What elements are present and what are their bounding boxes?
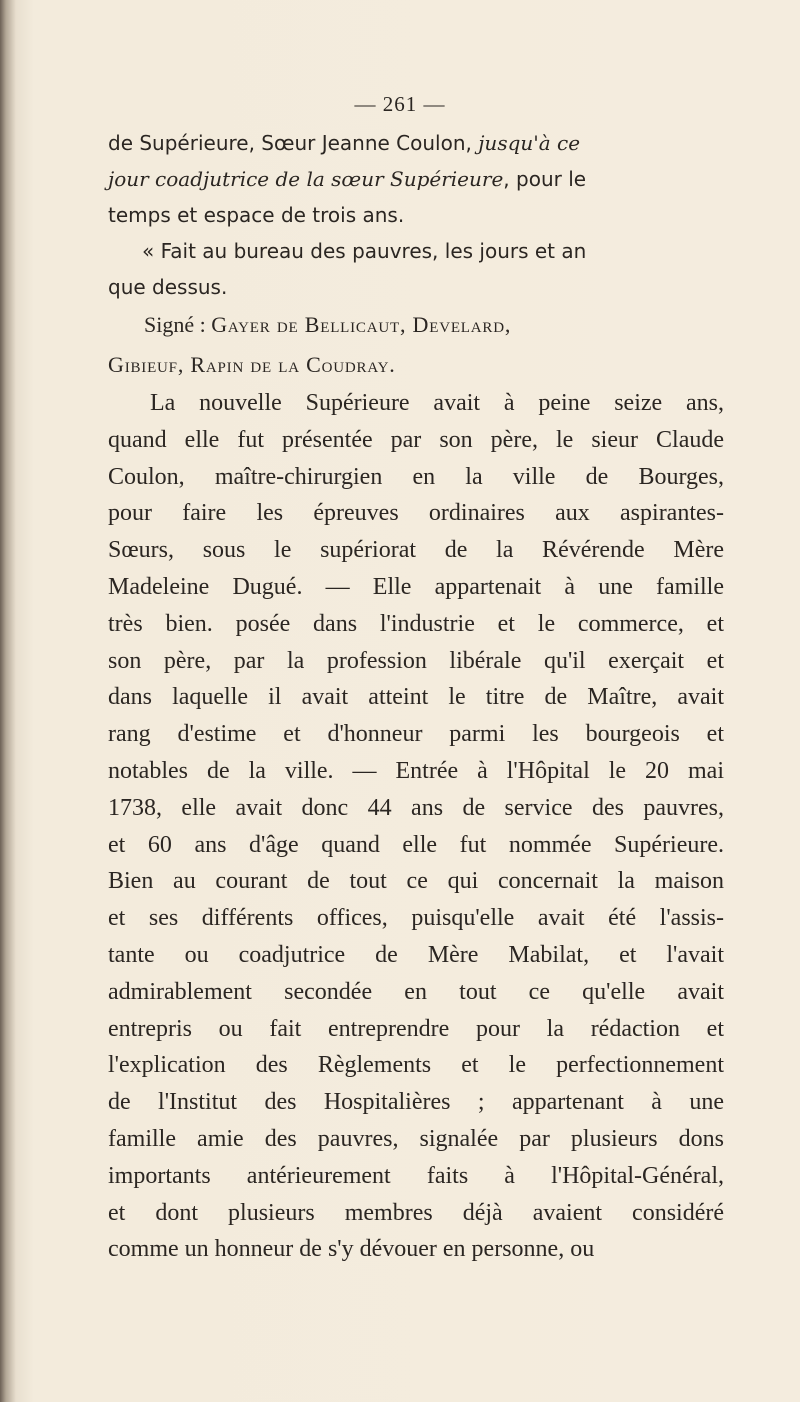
- top-line-1: [108, 125, 724, 161]
- signature-line-1: [108, 305, 724, 345]
- signature-prefix: Signé :: [144, 312, 212, 337]
- paragraph-line: entrepris ou fait entreprendre pour la rédaction et: [108, 1015, 724, 1042]
- paragraph-line: très bien. posée dans l'industrie et le commerce, et: [108, 610, 724, 637]
- top-line-1-roman: de Supérieure, Sœur Jeanne Coulon,: [108, 131, 479, 155]
- top-line-2: [108, 161, 724, 197]
- main-paragraph: [108, 385, 724, 1268]
- paragraph-line: comme un honneur de s'y dévouer en personne, ou: [108, 1236, 595, 1263]
- paragraph-line: admirablement secondée en tout ce qu'elle avait: [108, 978, 724, 1005]
- paragraph-line: notables de la ville. — Entrée à l'Hôpital le 20 mai: [108, 757, 724, 784]
- signature-names-1: Gayer de Bellicaut, Develard,: [211, 312, 512, 337]
- paragraph-line: de l'Institut des Hospitalières ; appartenant à une: [108, 1089, 724, 1116]
- paragraph-line: rang d'estime et d'honneur parmi les bourgeois et: [108, 721, 724, 748]
- paragraph-line: Sœurs, sous le supériorat de la Révérende Mère: [108, 537, 724, 564]
- paragraph-line: importants antérieurement faits à l'Hôpital-Général,: [108, 1162, 724, 1189]
- paragraph-line: famille amie des pauvres, signalée par plusieurs dons: [108, 1125, 724, 1152]
- page-number: — 261 —: [354, 92, 446, 116]
- paragraph-line: et 60 ans d'âge quand elle fut nommée Supérieure.: [108, 831, 724, 858]
- paragraph-line: 1738, elle avait donc 44 ans de service des pauvres,: [108, 794, 724, 821]
- paragraph-line: l'explication des Règlements et le perfectionnement: [108, 1052, 724, 1079]
- paragraph-line: quand elle fut présentée par son père, le sieur Claude: [108, 426, 724, 453]
- top-line-3: temps et espace de trois ans.: [108, 203, 405, 227]
- top-line-2-italic: jour coadjutrice de la sœur Supérieure: [108, 167, 504, 191]
- paragraph-line: Madeleine Dugué. — Elle appartenait à une famille: [108, 573, 724, 600]
- signature-names-2: Gibieuf, Rapin de la Coudray.: [108, 352, 396, 377]
- top-line-1-italic: jusqu'à ce: [478, 131, 581, 155]
- paragraph-line: dans laquelle il avait atteint le titre de Maître, avait: [108, 684, 724, 711]
- top-line-5: que dessus.: [108, 275, 228, 299]
- paragraph-line: pour faire les épreuves ordinaires aux aspirantes-: [108, 500, 724, 527]
- top-line-4: « Fait au bureau des pauvres, les jours et an: [142, 239, 587, 263]
- signature-block: [108, 305, 724, 385]
- paragraph-line: et ses différents offices, puisqu'elle avait été l'assis-: [108, 905, 724, 932]
- paragraph-line: tante ou coadjutrice de Mère Mabilat, et l'avait: [108, 941, 724, 968]
- paragraph-line: et dont plusieurs membres déjà avaient considéré: [108, 1199, 724, 1226]
- paragraph-line: La nouvelle Supérieure avait à peine seize ans,: [150, 390, 724, 416]
- paragraph-line: Bien au courant de tout ce qui concernait la maison: [108, 868, 724, 895]
- top-line-2-roman: , pour le: [503, 167, 587, 191]
- paragraph-line: Coulon, maître-chirurgien en la ville de Bourges,: [108, 463, 724, 490]
- paragraph-line: son père, par la profession libérale qu'il exerçait et: [108, 647, 724, 674]
